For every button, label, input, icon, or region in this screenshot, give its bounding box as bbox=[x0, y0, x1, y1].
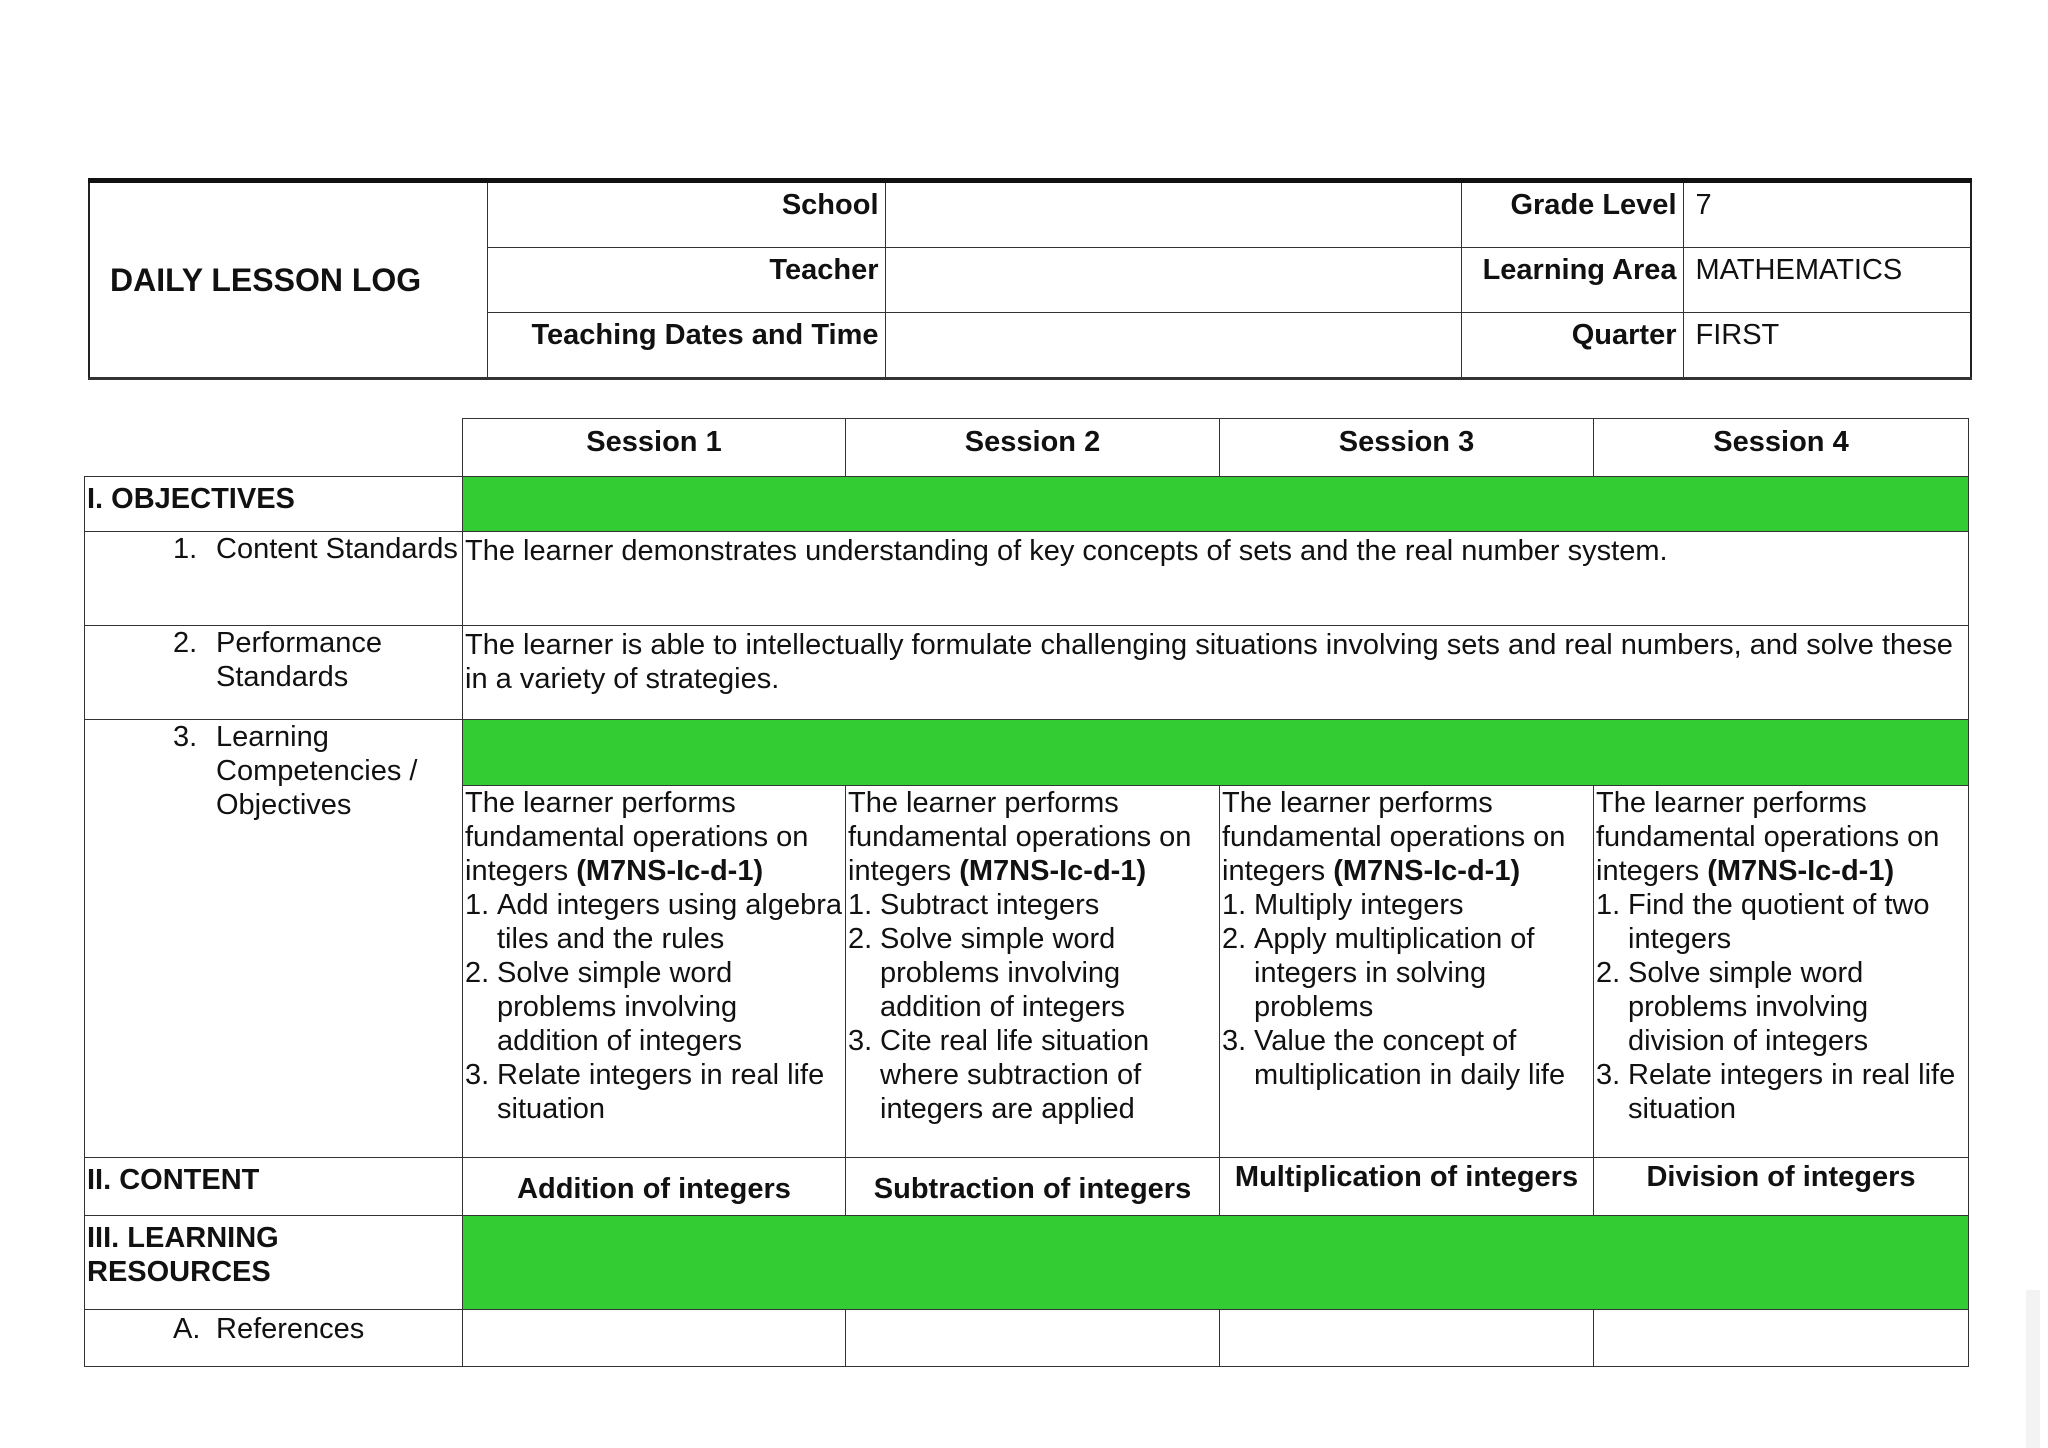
competency-session-2 bbox=[846, 786, 1220, 1158]
teacher-field[interactable] bbox=[885, 248, 1461, 313]
session-3-header: Session 3 bbox=[1220, 419, 1594, 477]
content-standards-label-cell bbox=[85, 532, 463, 626]
grade-level-field[interactable]: 7 bbox=[1683, 181, 1971, 248]
learning-resources-row bbox=[85, 1216, 1969, 1310]
competency-code: (M7NS-Ic-d-1) bbox=[1333, 855, 1521, 887]
references-session-3[interactable] bbox=[1220, 1310, 1594, 1367]
school-field[interactable] bbox=[885, 181, 1461, 248]
list-item: 1. Subtract integers bbox=[848, 889, 1100, 921]
list-item: 3. Value the concept of multiplication in daily life bbox=[1222, 1025, 1566, 1091]
grade-level-label: Grade Level bbox=[1461, 181, 1683, 248]
school-label: School bbox=[487, 181, 885, 248]
session-2-header: Session 2 bbox=[846, 419, 1220, 477]
references-session-1[interactable] bbox=[463, 1310, 846, 1367]
document-title: DAILY LESSON LOG bbox=[89, 181, 487, 379]
header-row-school bbox=[89, 181, 1971, 248]
corner-cell bbox=[85, 419, 463, 477]
content-standards-row bbox=[85, 532, 1969, 626]
learning-resources-highlight-bar bbox=[463, 1216, 1969, 1310]
references-row bbox=[85, 1310, 1969, 1367]
competencies-row bbox=[85, 720, 1969, 786]
learning-area-field[interactable]: MATHEMATICS bbox=[1683, 248, 1971, 313]
teacher-label: Teacher bbox=[487, 248, 885, 313]
quarter-field[interactable]: FIRST bbox=[1683, 313, 1971, 379]
topic-session-3: Multiplication of integers bbox=[1220, 1158, 1594, 1216]
content-row bbox=[85, 1158, 1969, 1216]
competencies-number: 3. bbox=[173, 721, 198, 753]
content-standards-text: The learner demonstrates understanding of key concepts of sets and the real number system. bbox=[463, 532, 1969, 626]
list-item: 1. Add integers using algebra tiles and the rules bbox=[465, 889, 843, 955]
topic-session-1: Addition of integers bbox=[463, 1158, 846, 1216]
competency-code: (M7NS-Ic-d-1) bbox=[576, 855, 764, 887]
references-number: A. bbox=[173, 1313, 201, 1345]
objective-list bbox=[848, 888, 1219, 1126]
page-edge-shadow bbox=[2026, 1290, 2040, 1448]
objective-list bbox=[1222, 888, 1593, 1092]
list-item: 1. Multiply integers bbox=[1222, 889, 1464, 921]
performance-standards-text: The learner is able to intellectually formulate challenging situations involving sets and real numbers, and solve these in a variety of strategies. bbox=[463, 626, 1969, 720]
competency-session-4 bbox=[1594, 786, 1969, 1158]
competency-code: (M7NS-Ic-d-1) bbox=[959, 855, 1147, 887]
topic-session-2: Subtraction of integers bbox=[846, 1158, 1220, 1216]
list-item: 2. Apply multiplication of integers in solving problems bbox=[1222, 923, 1535, 1023]
list-item: 3. Relate integers in real life situation bbox=[1596, 1059, 1956, 1125]
teaching-dates-field[interactable] bbox=[885, 313, 1461, 379]
list-item: 2. Solve simple word problems involving addition of integers bbox=[848, 923, 1126, 1023]
teaching-dates-label: Teaching Dates and Time bbox=[487, 313, 885, 379]
performance-standards-label: Performance Standards bbox=[216, 627, 383, 693]
topic-session-4: Division of integers bbox=[1594, 1158, 1969, 1216]
objective-list bbox=[465, 888, 845, 1126]
list-item: 3. Cite real life situation where subtraction of integers are applied bbox=[848, 1025, 1150, 1125]
references-label: References bbox=[216, 1313, 365, 1345]
list-item: 1. Find the quotient of two integers bbox=[1596, 889, 1930, 955]
session-1-header: Session 1 bbox=[463, 419, 846, 477]
objectives-heading: I. OBJECTIVES bbox=[85, 477, 463, 532]
lesson-plan-table bbox=[84, 418, 1969, 1367]
session-4-header: Session 4 bbox=[1594, 419, 1969, 477]
performance-standards-row bbox=[85, 626, 1969, 720]
learning-resources-heading: III. LEARNING RESOURCES bbox=[85, 1216, 463, 1310]
competency-code: (M7NS-Ic-d-1) bbox=[1707, 855, 1895, 887]
content-standards-label: Content Standards bbox=[216, 533, 458, 565]
content-heading: II. CONTENT bbox=[85, 1158, 463, 1216]
objectives-highlight-bar bbox=[463, 477, 1969, 532]
session-header-row bbox=[85, 419, 1969, 477]
competency-session-3 bbox=[1220, 786, 1594, 1158]
performance-standards-label-cell bbox=[85, 626, 463, 720]
objective-list bbox=[1596, 888, 1968, 1126]
references-session-4[interactable] bbox=[1594, 1310, 1969, 1367]
content-standards-number: 1. bbox=[173, 533, 198, 565]
list-item: 2. Solve simple word problems involving addition of integers bbox=[465, 957, 743, 1057]
competency-session-1 bbox=[463, 786, 846, 1158]
competency-intro: The learner performs fundamental operations on integers bbox=[1596, 787, 1940, 887]
competencies-label-cell bbox=[85, 720, 463, 1158]
objectives-row bbox=[85, 477, 1969, 532]
list-item: 2. Solve simple word problems involving division of integers bbox=[1596, 957, 1869, 1057]
competencies-highlight-bar bbox=[463, 720, 1969, 786]
list-item: 3. Relate integers in real life situation bbox=[465, 1059, 825, 1125]
learning-area-label: Learning Area bbox=[1461, 248, 1683, 313]
lesson-log-header-table bbox=[88, 178, 1972, 380]
quarter-label: Quarter bbox=[1461, 313, 1683, 379]
competency-intro: The learner performs fundamental operations on integers bbox=[1222, 787, 1566, 887]
competency-intro: The learner performs fundamental operations on integers bbox=[465, 787, 809, 887]
performance-standards-number: 2. bbox=[173, 627, 198, 659]
competency-intro: The learner performs fundamental operations on integers bbox=[848, 787, 1192, 887]
references-label-cell bbox=[85, 1310, 463, 1367]
references-session-2[interactable] bbox=[846, 1310, 1220, 1367]
competencies-label: Learning Competencies / Objectives bbox=[216, 721, 418, 821]
